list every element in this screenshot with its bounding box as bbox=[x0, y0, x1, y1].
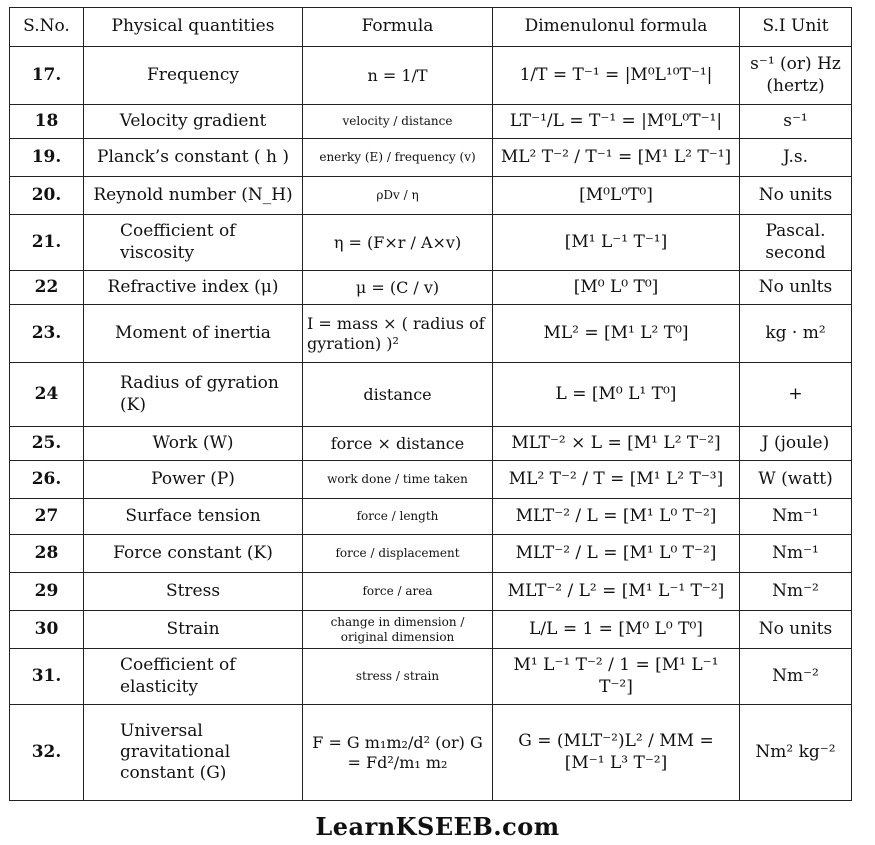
row-sno: 18 bbox=[10, 105, 84, 139]
table-row bbox=[10, 105, 852, 139]
row-dimension: ML² = [M¹ L² T⁰] bbox=[493, 305, 740, 363]
table-row bbox=[10, 363, 852, 427]
row-unit: Nm⁻² bbox=[740, 573, 852, 611]
table-row bbox=[10, 47, 852, 105]
row-quantity: Coefficient of elasticity bbox=[84, 649, 303, 705]
row-quantity: Moment of inertia bbox=[84, 305, 303, 363]
row-sno: 31. bbox=[10, 649, 84, 705]
header-dimension: Dimenulonul formula bbox=[493, 8, 740, 47]
row-quantity: Frequency bbox=[84, 47, 303, 105]
row-quantity: Force constant (K) bbox=[84, 535, 303, 573]
row-unit: No units bbox=[740, 611, 852, 649]
row-sno: 20. bbox=[10, 177, 84, 215]
row-sno: 25. bbox=[10, 427, 84, 461]
table-row bbox=[10, 461, 852, 499]
row-unit: Nm⁻² bbox=[740, 649, 852, 705]
row-dimension: MLT⁻² / L = [M¹ L⁰ T⁻²] bbox=[493, 499, 740, 535]
row-formula: η = (F×r / A×v) bbox=[303, 215, 493, 271]
row-unit: W (watt) bbox=[740, 461, 852, 499]
row-formula: change in dimension / original dimension bbox=[303, 611, 493, 649]
row-dimension: ML² T⁻² / T⁻¹ = [M¹ L² T⁻¹] bbox=[493, 139, 740, 177]
row-formula: force / area bbox=[303, 573, 493, 611]
table-row bbox=[10, 705, 852, 801]
row-quantity: Work (W) bbox=[84, 427, 303, 461]
row-sno: 29 bbox=[10, 573, 84, 611]
row-sno: 22 bbox=[10, 271, 84, 305]
row-dimension: [M¹ L⁻¹ T⁻¹] bbox=[493, 215, 740, 271]
table-row bbox=[10, 139, 852, 177]
header-quantity: Physical quantities bbox=[84, 8, 303, 47]
row-unit: J (joule) bbox=[740, 427, 852, 461]
header-row bbox=[10, 8, 852, 47]
row-formula: distance bbox=[303, 363, 493, 427]
row-sno: 26. bbox=[10, 461, 84, 499]
row-quantity: Power (P) bbox=[84, 461, 303, 499]
header-unit: S.I Unit bbox=[740, 8, 852, 47]
row-sno: 19. bbox=[10, 139, 84, 177]
row-dimension: L/L = 1 = [M⁰ L⁰ T⁰] bbox=[493, 611, 740, 649]
table-row bbox=[10, 215, 852, 271]
row-quantity: Stress bbox=[84, 573, 303, 611]
row-dimension: LT⁻¹/L = T⁻¹ = |M⁰L⁰T⁻¹| bbox=[493, 105, 740, 139]
row-unit: Pascal. second bbox=[740, 215, 852, 271]
row-sno: 28 bbox=[10, 535, 84, 573]
dimensional-formula-table bbox=[9, 7, 852, 801]
row-formula: stress / strain bbox=[303, 649, 493, 705]
row-unit: No units bbox=[740, 177, 852, 215]
row-dimension: 1/T = T⁻¹ = |M⁰L¹⁰T⁻¹| bbox=[493, 47, 740, 105]
row-dimension: L = [M⁰ L¹ T⁰] bbox=[493, 363, 740, 427]
row-dimension: MLT⁻² × L = [M¹ L² T⁻²] bbox=[493, 427, 740, 461]
row-formula: μ = (C / v) bbox=[303, 271, 493, 305]
row-sno: 21. bbox=[10, 215, 84, 271]
row-sno: 17. bbox=[10, 47, 84, 105]
row-quantity: Planck’s constant ( h ) bbox=[84, 139, 303, 177]
row-dimension: MLT⁻² / L = [M¹ L⁰ T⁻²] bbox=[493, 535, 740, 573]
row-formula: force / length bbox=[303, 499, 493, 535]
row-dimension: G = (MLT⁻²)L² / MM = [M⁻¹ L³ T⁻²] bbox=[493, 705, 740, 801]
row-formula: n = 1/T bbox=[303, 47, 493, 105]
row-unit: Nm⁻¹ bbox=[740, 535, 852, 573]
row-formula: force × distance bbox=[303, 427, 493, 461]
row-unit: + bbox=[740, 363, 852, 427]
row-sno: 30 bbox=[10, 611, 84, 649]
row-formula: I = mass × ( radius of gyration) )² bbox=[303, 305, 493, 363]
table-row bbox=[10, 305, 852, 363]
row-quantity: Coefficient of viscosity bbox=[84, 215, 303, 271]
row-formula: velocity / distance bbox=[303, 105, 493, 139]
header-formula: Formula bbox=[303, 8, 493, 47]
row-quantity: Strain bbox=[84, 611, 303, 649]
row-formula: F = G m₁m₂/d² (or) G = Fd²/m₁ m₂ bbox=[303, 705, 493, 801]
row-unit: No unlts bbox=[740, 271, 852, 305]
table-row bbox=[10, 499, 852, 535]
table-row bbox=[10, 535, 852, 573]
table-row bbox=[10, 573, 852, 611]
table-row bbox=[10, 649, 852, 705]
row-quantity: Universal gravitational constant (G) bbox=[84, 705, 303, 801]
row-dimension: [M⁰L⁰T⁰] bbox=[493, 177, 740, 215]
row-quantity: Reynold number (N_H) bbox=[84, 177, 303, 215]
row-unit: Nm⁻¹ bbox=[740, 499, 852, 535]
row-quantity: Radius of gyration (K) bbox=[84, 363, 303, 427]
table-row bbox=[10, 271, 852, 305]
table-row bbox=[10, 611, 852, 649]
row-unit: s⁻¹ bbox=[740, 105, 852, 139]
site-footer-watermark: LearnKSEEB.com bbox=[315, 812, 560, 841]
header-sno: S.No. bbox=[10, 8, 84, 47]
row-dimension: M¹ L⁻¹ T⁻² / 1 = [M¹ L⁻¹ T⁻²] bbox=[493, 649, 740, 705]
row-unit: Nm² kg⁻² bbox=[740, 705, 852, 801]
row-dimension: MLT⁻² / L² = [M¹ L⁻¹ T⁻²] bbox=[493, 573, 740, 611]
row-quantity: Surface tension bbox=[84, 499, 303, 535]
row-unit: s⁻¹ (or) Hz (hertz) bbox=[740, 47, 852, 105]
row-formula: enerky (E) / frequency (v) bbox=[303, 139, 493, 177]
row-unit: kg · m² bbox=[740, 305, 852, 363]
row-formula: force / displacement bbox=[303, 535, 493, 573]
row-sno: 24 bbox=[10, 363, 84, 427]
table-row bbox=[10, 177, 852, 215]
row-sno: 32. bbox=[10, 705, 84, 801]
row-formula: ρDv / η bbox=[303, 177, 493, 215]
row-quantity: Refractive index (μ) bbox=[84, 271, 303, 305]
table-row bbox=[10, 427, 852, 461]
row-dimension: [M⁰ L⁰ T⁰] bbox=[493, 271, 740, 305]
row-sno: 23. bbox=[10, 305, 84, 363]
row-unit: J.s. bbox=[740, 139, 852, 177]
row-formula: work done / time taken bbox=[303, 461, 493, 499]
row-quantity: Velocity gradient bbox=[84, 105, 303, 139]
row-dimension: ML² T⁻² / T = [M¹ L² T⁻³] bbox=[493, 461, 740, 499]
row-sno: 27 bbox=[10, 499, 84, 535]
